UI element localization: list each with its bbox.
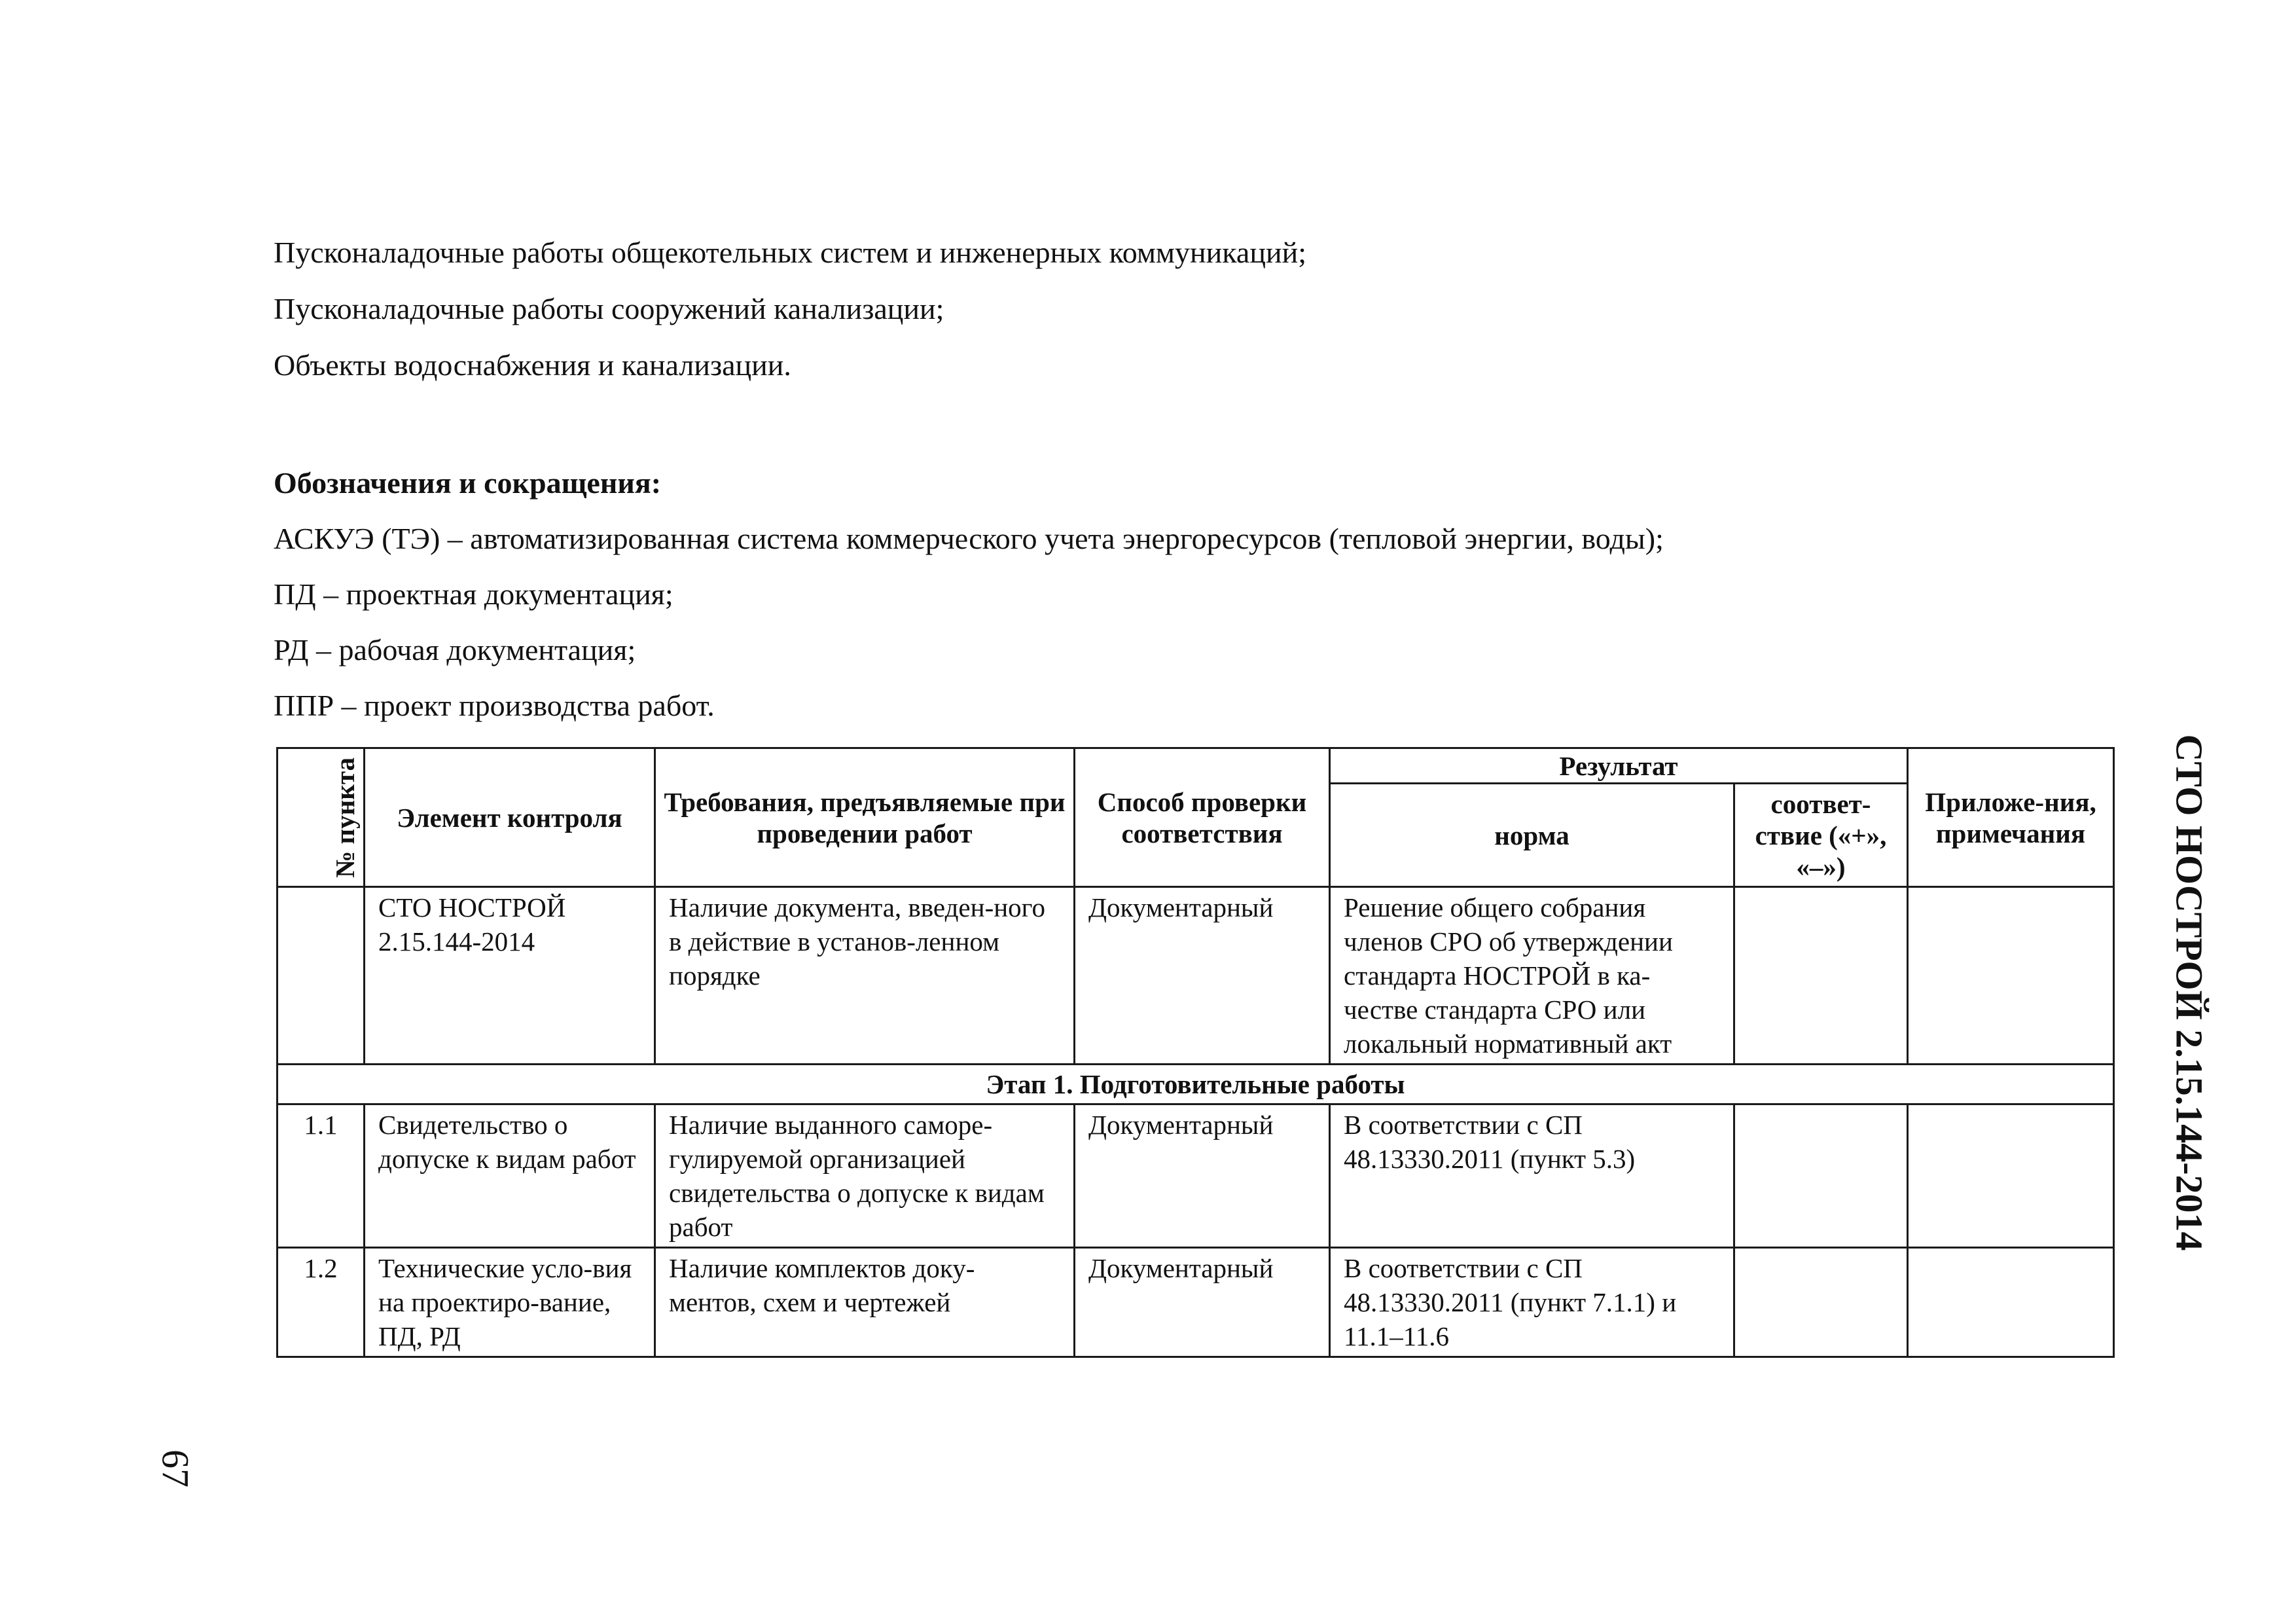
row-method: Документарный bbox=[1075, 887, 1330, 1065]
row-conformity bbox=[1734, 887, 1908, 1065]
header-element: Элемент контроля bbox=[365, 748, 655, 887]
row-norm: Решение общего собрания членов СРО об утверждении стандарта НОСТРОЙ в ка-честве стандарта СРО или локальный нормативный акт bbox=[1330, 887, 1734, 1065]
page-number: 67 bbox=[154, 1450, 197, 1487]
row-notes bbox=[1908, 1248, 2114, 1357]
abbrev-line-2: ПД – проектная документация; bbox=[274, 577, 673, 611]
abbrev-heading: Обозначения и сокращения: bbox=[274, 466, 662, 500]
abbrev-line-3: РД – рабочая документация; bbox=[274, 633, 636, 666]
row-num: 1.1 bbox=[278, 1104, 365, 1248]
abbrev-line-1: АСКУЭ (ТЭ) – автоматизированная система коммерческого учета энергоресурсов (тепловой энергии, воды); bbox=[274, 522, 1664, 555]
row-num: 1.2 bbox=[278, 1248, 365, 1357]
row-requirements: Наличие выданного саморе-гулируемой организацией свидетельства о допуске к видам работ bbox=[655, 1104, 1075, 1248]
row-requirements: Наличие комплектов доку-ментов, схем и чертежей bbox=[655, 1248, 1075, 1357]
stage-label: Этап 1. Подготовительные работы bbox=[278, 1065, 2114, 1104]
header-method: Способ проверки соответствия bbox=[1075, 748, 1330, 887]
header-num-label: № пункта bbox=[329, 757, 360, 878]
stage-row bbox=[278, 1065, 2114, 1104]
intro-line-1: Пусконаладочные работы общекотельных систем и инженерных коммуникаций; bbox=[274, 236, 1306, 269]
header-notes: Приложе-ния, примечания bbox=[1908, 748, 2114, 887]
row-requirements: Наличие документа, введен-ного в действие в установ-ленном порядке bbox=[655, 887, 1075, 1065]
header-result: Результат bbox=[1330, 748, 1908, 784]
row-conformity bbox=[1734, 1104, 1908, 1248]
row-norm: В соответствии с СП 48.13330.2011 (пункт 7.1.1) и 11.1–11.6 bbox=[1330, 1248, 1734, 1357]
row-method: Документарный bbox=[1075, 1104, 1330, 1248]
header-conformity: соответ-ствие («+», «–») bbox=[1734, 784, 1908, 887]
header-requirements: Требования, предъявляемые при проведении работ bbox=[655, 748, 1075, 887]
intro-line-3: Объекты водоснабжения и канализации. bbox=[274, 348, 791, 382]
header-row-1 bbox=[278, 748, 2114, 784]
table-row bbox=[278, 1104, 2114, 1248]
row-norm: В соответствии с СП 48.13330.2011 (пункт 5.3) bbox=[1330, 1104, 1734, 1248]
row-element: Технические усло-вия на проектиро-вание, ПД, РД bbox=[365, 1248, 655, 1357]
row-conformity bbox=[1734, 1248, 1908, 1357]
row-method: Документарный bbox=[1075, 1248, 1330, 1357]
abbrev-line-4: ППР – проект производства работ. bbox=[274, 689, 715, 722]
header-num bbox=[278, 748, 365, 887]
control-table bbox=[276, 747, 2115, 1358]
row-element: СТО НОСТРОЙ 2.15.144-2014 bbox=[365, 887, 655, 1065]
table-row bbox=[278, 1248, 2114, 1357]
intro-line-2: Пусконаладочные работы сооружений канализации; bbox=[274, 292, 944, 325]
table-row bbox=[278, 887, 2114, 1065]
header-norm: норма bbox=[1330, 784, 1734, 887]
side-title: СТО НОСТРОЙ 2.15.144-2014 bbox=[2168, 734, 2211, 1251]
row-element: Свидетельство о допуске к видам работ bbox=[365, 1104, 655, 1248]
row-num bbox=[278, 887, 365, 1065]
row-notes bbox=[1908, 887, 2114, 1065]
row-notes bbox=[1908, 1104, 2114, 1248]
